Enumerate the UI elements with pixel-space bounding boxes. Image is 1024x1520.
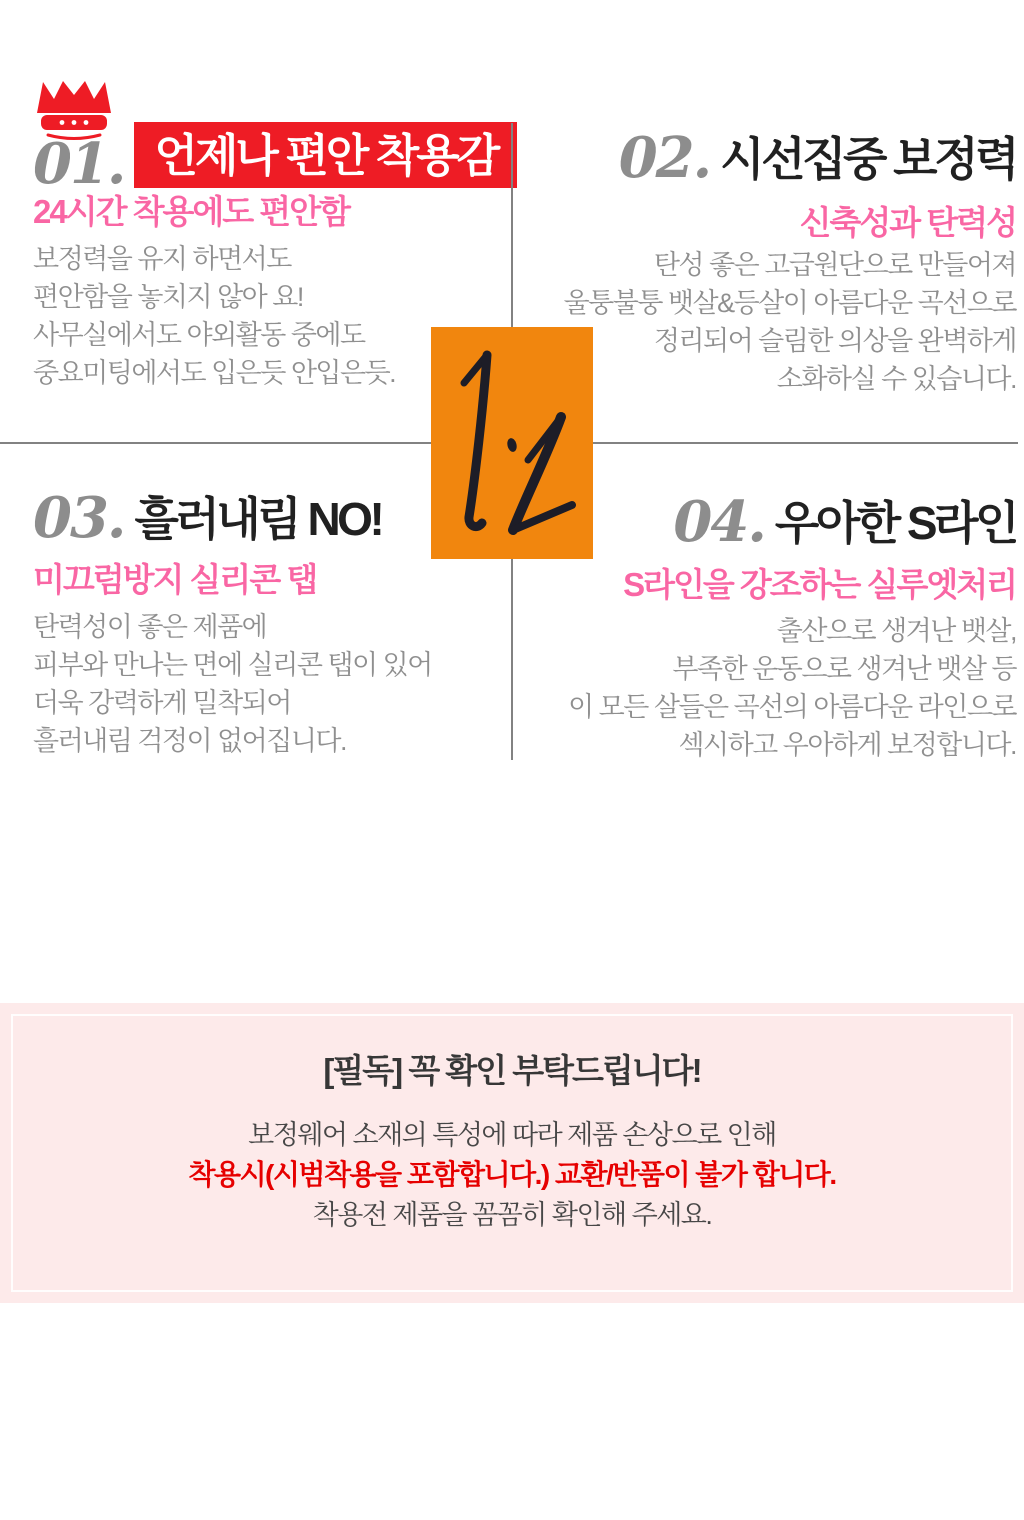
section-01-subtitle: 24시간 착용에도 편안함: [33, 193, 349, 230]
body-line: 사무실에서도 야외활동 중에도: [33, 320, 365, 350]
notice-title: [필독] 꼭 확인 부탁드립니다!: [323, 1052, 701, 1089]
section-04-body: [568, 612, 1016, 764]
body-line: 중요미팅에서도 입은듯 안입은듯.: [33, 358, 396, 388]
notice-line: 착용전 제품을 꼼꼼히 확인해 주세요.: [312, 1199, 712, 1230]
body-line: 울퉁불퉁 뱃살&등살이 아름다운 곡선으로: [563, 288, 1016, 318]
body-line: 피부와 만나는 면에 실리콘 탭이 있어: [33, 650, 432, 680]
body-line: 정리되어 슬림한 의상을 완벽하게: [653, 326, 1016, 356]
section-04-title: 우아한 S라인: [774, 497, 1016, 549]
notice-content: [0, 1003, 1024, 1235]
section-01-heading: [33, 122, 517, 197]
section-02-heading: [618, 125, 1016, 191]
notice-body: [0, 1115, 1024, 1235]
body-line: 섹시하고 우아하게 보정합니다.: [678, 730, 1016, 760]
body-line: 탄성 좋은 고급원단으로 만들어져: [653, 250, 1016, 280]
body-line: 더욱 강력하게 밀착되어: [33, 688, 291, 718]
liz-logo: [431, 327, 593, 559]
section-01-title-box: [134, 122, 517, 188]
section-02-title: 시선집중 보정력: [720, 133, 1016, 185]
body-line: 흘러내림 걱정이 없어집니다.: [33, 726, 346, 756]
body-line: 이 모든 살들은 곡선의 아름다운 라인으로: [568, 692, 1016, 722]
section-02-number: 02.: [618, 125, 711, 191]
section-02-subtitle: 신축성과 탄력성: [799, 204, 1016, 241]
notice-line: 보정웨어 소재의 특성에 따라 제품 손상으로 인해: [248, 1119, 776, 1150]
notice-line-warning: 착용시(시범착용을 포함합니다.) 교환/반품이 불가 합니다.: [188, 1158, 836, 1190]
body-line: 소화하실 수 있습니다.: [776, 364, 1016, 394]
section-04-number: 04.: [673, 489, 765, 555]
section-02-body: [564, 246, 1016, 398]
notice-box: [0, 1003, 1024, 1303]
body-line: 부족한 운동으로 생겨난 뱃살 등: [672, 654, 1016, 684]
section-01-body: [33, 240, 395, 392]
section-03-heading: [33, 485, 382, 551]
section-01-title: 언제나 편안 착용감: [154, 129, 498, 181]
section-03-number: 03.: [33, 485, 125, 551]
section-04-subtitle: S라인을 강조하는 실루엣처리: [623, 566, 1016, 603]
body-line: 편안함을 놓치지 않아 요!: [33, 282, 303, 312]
body-line: 보정력을 유지 하면서도: [33, 244, 291, 274]
body-line: 출산으로 생겨난 뱃살,: [776, 616, 1016, 646]
body-line: 탄력성이 좋은 제품에: [33, 612, 267, 642]
section-03-body: [33, 608, 432, 760]
section-01-number: 01.: [33, 131, 125, 197]
section-03-title: 흘러내림 NO!: [134, 493, 382, 545]
section-03-subtitle: 미끄럼방지 실리콘 탭: [33, 561, 317, 598]
section-04-heading: [673, 489, 1016, 555]
